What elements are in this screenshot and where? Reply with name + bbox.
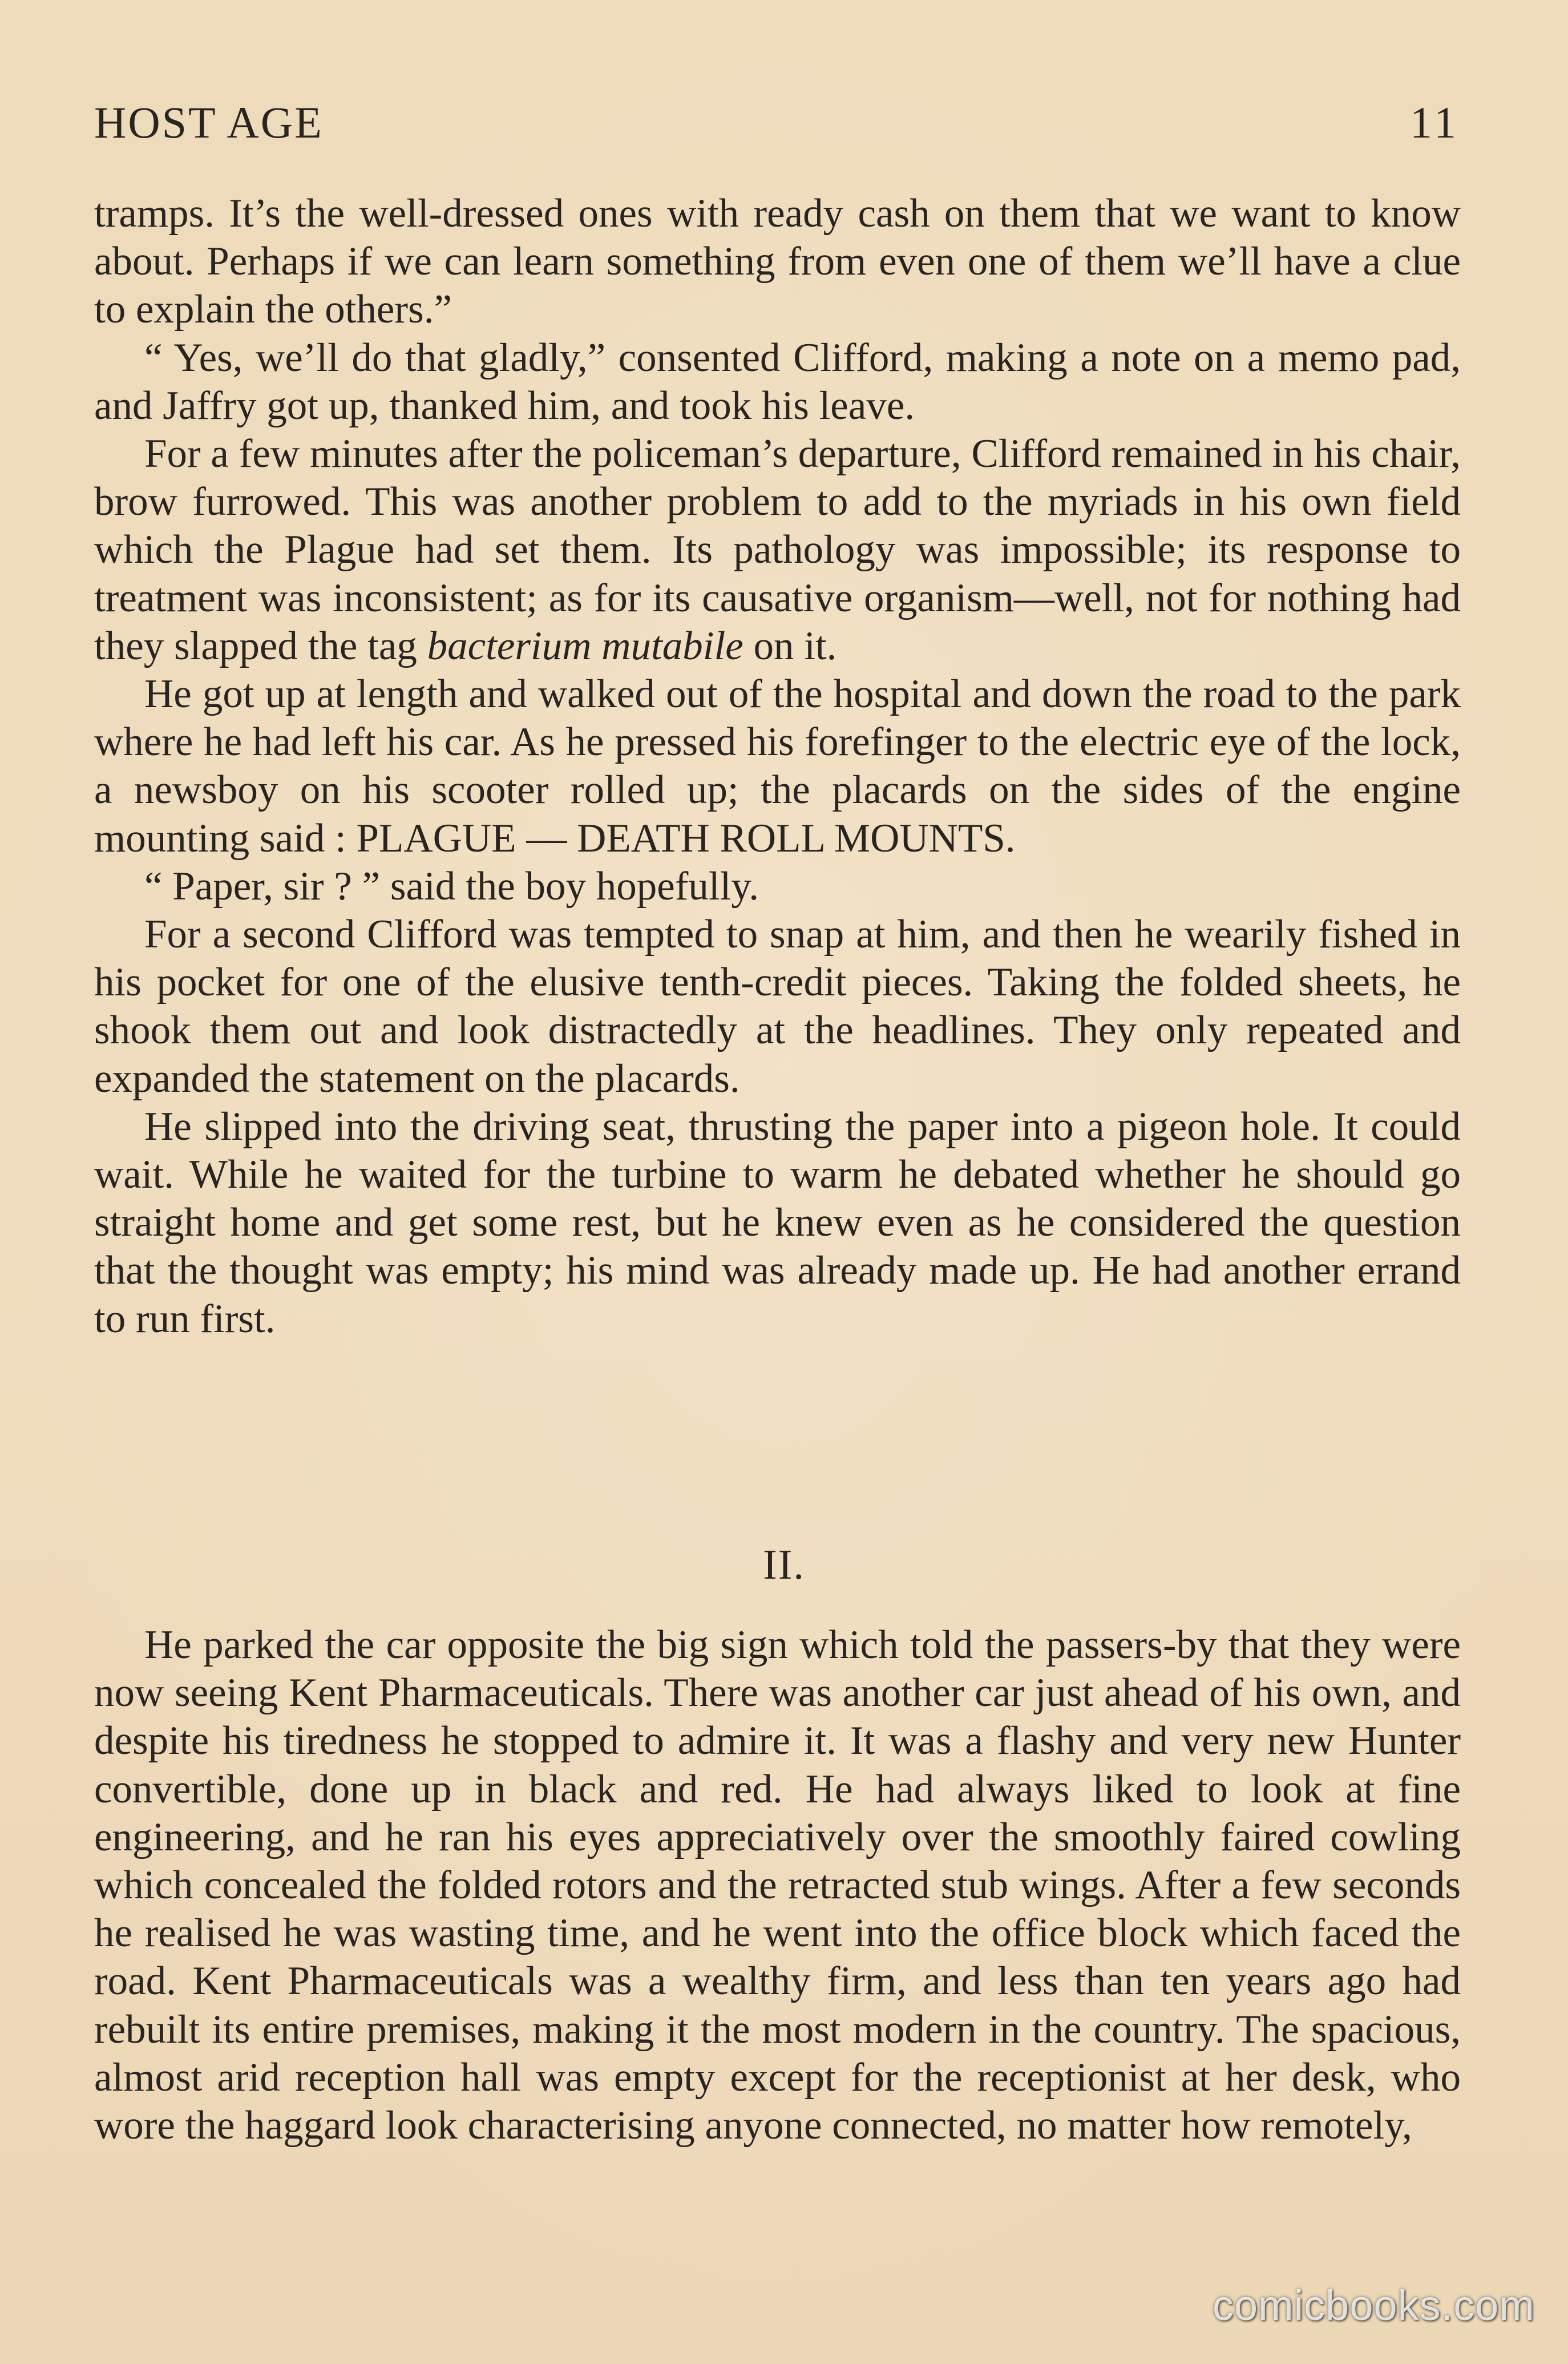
paragraph bbox=[94, 430, 1461, 670]
paragraph: He slipped into the driving seat, thrusting the paper into a pigeon hole. It could wait. While he waited for the turbine to warm he debated whether he should go straight home and get some rest, but he knew even as he considered the question that the thought was empty; his mind was already made up. He had another errand to run first. bbox=[94, 1104, 1461, 1341]
text-block-2 bbox=[94, 1621, 1461, 2149]
paragraph: tramps. It’s the well-dressed ones with ready cash on them that we want to know about. Perhaps if we can learn something from even one of them we’ll have a clue to explain the others.” bbox=[94, 191, 1461, 332]
section-heading: II. bbox=[763, 1542, 805, 1588]
page-header bbox=[94, 97, 1460, 160]
watermark: comicbooks.com bbox=[1212, 2282, 1535, 2329]
italic-term: bacterium mutabile bbox=[427, 623, 743, 668]
paragraph: He parked the car opposite the big sign which told the passers-by that they were now seeing Kent Pharmaceuticals. There was another car just ahead of his own, and despite his tiredness he stopped to admire it. It was a flashy and very new Hunter convertible, done up in black and red. He had always liked to look at fine engineering, and he ran his eyes appreciatively over the smoothly faired cowling which concealed the folded rotors and the retracted stub wings. After a few seconds he realised he was wasting time, and he went into the office block which faced the road. Kent Pharmaceuticals was a wealthy firm, and less than ten years ago had rebuilt its entire premises, making it the most modern in the country. The spacious, almost arid reception hall was empty except for the receptionist at her desk, who wore the haggard look characterising anyone connected, no matter how remotely, bbox=[94, 1623, 1461, 2148]
paragraph: “ Yes, we’ll do that gladly,” consented Clifford, making a note on a memo pad, and Jaffry got up, thanked him, and took his leave. bbox=[94, 335, 1461, 428]
paragraph: “ Paper, sir ? ” said the boy hopefully. bbox=[144, 864, 759, 909]
paragraph-tail: on it. bbox=[743, 623, 837, 668]
paragraph: He got up at length and walked out of the hospital and down the road to the park where he had left his car. As he pressed his forefinger to the electric eye of the lock, a newsboy on his scooter rolled up; the placards on the sides of the engine mounting said : PLAGUE — DEATH ROLL MOUNTS. bbox=[94, 672, 1461, 861]
page-number: 11 bbox=[1409, 98, 1460, 147]
text-block-1 bbox=[94, 189, 1461, 1343]
paragraph-text: For a few minutes after the policeman’s departure, Clifford remained in his chair, brow furrowed. This was another problem to add to the myriads in his own field which the Plague had set them. Its pathology was impossible; its response to treatment was inconsistent; as for its causative organism—well, not for nothing had they slapped the tag bbox=[94, 431, 1461, 668]
running-title: HOST AGE bbox=[94, 98, 324, 147]
paragraph: For a second Clifford was tempted to snap at him, and then he wearily fished in his pocket for one of the elusive tenth-credit pieces. Taking the folded sheets, he shook them out and look distractedly at the headlines. They only repeated and expanded the statement on the placards. bbox=[94, 912, 1461, 1101]
